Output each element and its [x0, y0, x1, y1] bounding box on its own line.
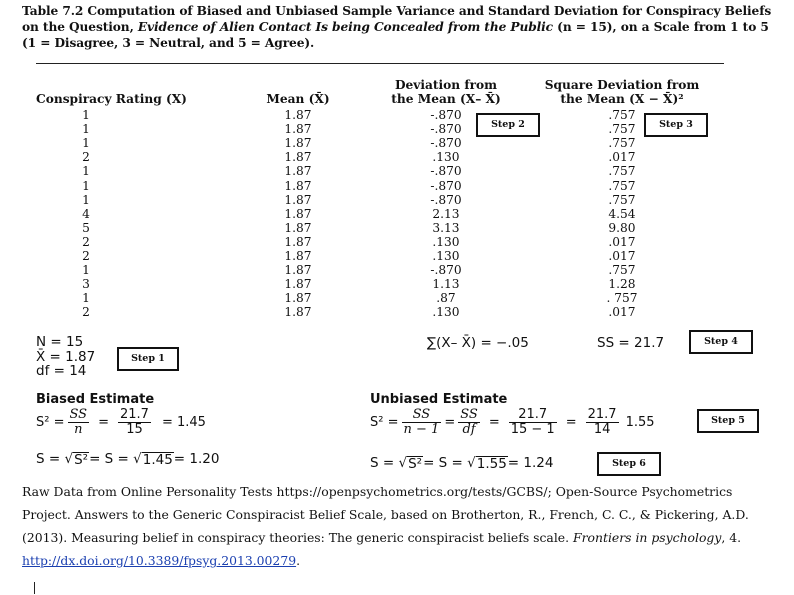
- biased-denominator: 15: [126, 421, 143, 437]
- step-1-box: Step 1: [117, 347, 179, 371]
- unbiased-sd-formula: [370, 455, 553, 471]
- unbiased-fraction-ss-df: [458, 408, 480, 437]
- unbiased-sd-s2: S²: [408, 455, 423, 472]
- unbiased-ss-2: SS: [460, 406, 478, 422]
- cell-deviation: -.870: [430, 108, 462, 122]
- cell-rating: 1: [82, 178, 90, 193]
- source-journal: Frontiers in psychology: [573, 530, 722, 545]
- biased-ss: SS: [69, 406, 88, 422]
- cell-rating: 1: [82, 291, 90, 306]
- cell-deviation: -.870: [430, 178, 462, 193]
- biased-estimate-label: Biased Estimate: [36, 392, 155, 407]
- cell-rating: 2: [82, 305, 90, 320]
- cell-deviation: -.870: [430, 164, 462, 179]
- biased-sd-start: S = √: [36, 451, 74, 467]
- unbiased-variance-result: 1.55: [625, 414, 655, 430]
- cell-rating: 2: [82, 234, 90, 249]
- source-note: [22, 480, 782, 572]
- cell-square-deviation: 9.80: [608, 220, 636, 235]
- cell-rating: 2: [82, 150, 90, 165]
- step-6-box: Step 6: [597, 452, 661, 476]
- biased-n: n: [74, 421, 83, 437]
- biased-variance-result: = 1.45: [161, 414, 206, 430]
- cell-deviation: -.870: [430, 192, 462, 207]
- cell-rating: 1: [82, 263, 90, 278]
- unbiased-denominator-2: 14: [593, 421, 611, 437]
- unbiased-estimate-label: Unbiased Estimate: [370, 392, 508, 407]
- cell-rating: 4: [82, 206, 90, 221]
- cell-mean: 1.87: [284, 263, 312, 278]
- caption-text-1: Table 7.2 Computation of Biased and Unbiased Sample Variance and Standard Deviation for Conspiracy Beliefs on the Question,: [22, 4, 772, 34]
- biased-equals-1: =: [98, 414, 109, 430]
- cell-mean: 1.87: [284, 178, 312, 193]
- cell-mean: 1.87: [284, 108, 312, 122]
- sample-size: N = 15: [36, 334, 84, 350]
- cell-square-deviation: .757: [608, 178, 636, 193]
- cell-deviation: 2.13: [432, 206, 460, 221]
- mean-symbol: X̄: [36, 349, 46, 365]
- sum-of-deviations: ∑(X– X̄) = −.05: [427, 335, 529, 351]
- step-2-box: Step 2: [476, 113, 540, 137]
- text-cursor: [34, 582, 35, 594]
- cell-deviation: .87: [436, 291, 456, 306]
- unbiased-sd-mid: = S = √: [423, 455, 476, 471]
- unbiased-variance-formula: [370, 405, 655, 439]
- unbiased-sd-result: = 1.24: [507, 455, 554, 471]
- cell-square-deviation: .017: [608, 150, 636, 165]
- caption-question: Evidence of Alien Contact Is being Concealed from the Public: [137, 20, 554, 34]
- cell-square-deviation: .757: [608, 164, 636, 179]
- cell-rating: 2: [82, 249, 90, 263]
- cell-deviation: .130: [432, 305, 460, 320]
- header-deviation-line2: the Mean (X– X̄): [391, 92, 501, 106]
- cell-deviation: -.870: [430, 136, 462, 151]
- cell-square-deviation: .017: [608, 305, 636, 320]
- cell-square-deviation: .757: [608, 122, 636, 137]
- cell-mean: 1.87: [284, 136, 312, 151]
- cell-deviation: -.870: [430, 263, 462, 278]
- cell-rating: 1: [82, 164, 90, 179]
- step-4-box: Step 4: [689, 330, 753, 354]
- unbiased-n-minus-1: n − 1: [403, 421, 440, 437]
- cell-mean: 1.87: [284, 305, 312, 320]
- biased-s2: S² =: [36, 414, 65, 430]
- biased-numerator: 21.7: [120, 406, 149, 422]
- cell-square-deviation: .757: [608, 263, 636, 278]
- biased-sd-mid: = S = √: [89, 451, 142, 467]
- unbiased-numerator-2: 21.7: [587, 406, 617, 422]
- cell-rating: 1: [82, 122, 90, 137]
- cell-mean: 1.87: [284, 192, 312, 207]
- cell-rating: 1: [82, 136, 90, 151]
- cell-rating: 1: [82, 108, 90, 122]
- unbiased-fraction-values-1: [509, 408, 557, 437]
- biased-sd-formula: [36, 451, 219, 467]
- cell-deviation: 1.13: [432, 277, 460, 292]
- source-text-3: .: [296, 553, 301, 568]
- cell-mean: 1.87: [284, 249, 312, 263]
- header-square-deviation-line2: the Mean (X − X̄)²: [560, 92, 684, 106]
- cell-mean: 1.87: [284, 291, 312, 306]
- cell-mean: 1.87: [284, 164, 312, 179]
- biased-fraction-ss-n: [68, 408, 90, 437]
- cell-square-deviation: 4.54: [608, 206, 636, 221]
- header-deviation-line1: Deviation from: [394, 78, 498, 92]
- source-text-2: , 4.: [721, 530, 742, 545]
- degrees-of-freedom: df = 14: [36, 363, 87, 379]
- unbiased-sd-start: S = √: [370, 455, 408, 471]
- doi-link[interactable]: http://dx.doi.org/10.3389/fpsyg.2013.00279: [22, 553, 297, 568]
- unbiased-sd-value: 1.55: [476, 455, 507, 472]
- biased-variance-formula: [36, 405, 206, 439]
- mean-number: = 1.87: [45, 349, 96, 365]
- table-caption: [22, 3, 774, 51]
- unbiased-ss-1: SS: [402, 408, 442, 423]
- unbiased-equals-1: =: [444, 414, 456, 430]
- cell-mean: 1.87: [284, 150, 312, 165]
- unbiased-equals-3: =: [565, 414, 577, 430]
- unbiased-denominator-1: 15 − 1: [510, 421, 555, 437]
- header-square-deviation-line1: Square Deviation from: [544, 78, 700, 92]
- cell-deviation: .130: [432, 249, 460, 263]
- cell-mean: 1.87: [284, 122, 312, 137]
- sum-of-squares: SS = 21.7: [597, 335, 665, 351]
- header-conspiracy-rating: Conspiracy Rating (X): [36, 92, 187, 106]
- biased-sd-value: 1.45: [142, 451, 173, 468]
- cell-mean: 1.87: [284, 220, 312, 235]
- biased-fraction-values: [118, 408, 151, 437]
- caption-text-2: (n = 15), on a Scale from 1 to 5 (1 = Disagree, 3 = Neutral, and 5 = Agree).: [22, 20, 769, 50]
- cell-square-deviation: 1.28: [608, 277, 636, 292]
- cell-mean: 1.87: [284, 277, 312, 292]
- step-3-box: Step 3: [644, 113, 708, 137]
- unbiased-s2: S² =: [370, 414, 399, 430]
- unbiased-numerator-1: 21.7: [509, 408, 557, 423]
- cell-square-deviation: .757: [608, 108, 636, 122]
- header-mean: Mean (X̄): [266, 92, 330, 106]
- cell-deviation: .130: [432, 150, 460, 165]
- cell-mean: 1.87: [284, 206, 312, 221]
- unbiased-fraction-ss-n1: [402, 408, 442, 437]
- biased-sd-s2: S²: [74, 451, 89, 468]
- cell-rating: 1: [82, 192, 90, 207]
- step-5-box: Step 5: [697, 409, 759, 433]
- cell-square-deviation: .757: [608, 192, 636, 207]
- cell-deviation: .130: [432, 234, 460, 249]
- cell-rating: 5: [82, 220, 90, 235]
- unbiased-fraction-values-2: [586, 408, 619, 437]
- cell-mean: 1.87: [284, 234, 312, 249]
- cell-deviation: 3.13: [432, 220, 460, 235]
- cell-rating: 3: [82, 277, 90, 292]
- cell-square-deviation: . 757: [606, 291, 638, 306]
- cell-square-deviation: .017: [608, 234, 636, 249]
- biased-sd-result: = 1.20: [173, 451, 220, 467]
- cell-deviation: -.870: [430, 122, 462, 137]
- cell-square-deviation: .757: [608, 136, 636, 151]
- caption-rule: [36, 63, 724, 64]
- cell-square-deviation: .017: [608, 249, 636, 263]
- unbiased-equals-2: =: [488, 414, 500, 430]
- unbiased-df: df: [462, 421, 476, 437]
- source-text-1: Raw Data from Online Personality Tests https://openpsychometrics.org/tests/GCBS/; Open-Source Psychometrics Project. Answers to the Generic Conspiracist Belief Scale, based on Brotherton, R., French, C. C., & Pickering, A.D. (2013). Measuring belief in conspiracy theories: The generic conspiracist beliefs scale.: [22, 484, 749, 545]
